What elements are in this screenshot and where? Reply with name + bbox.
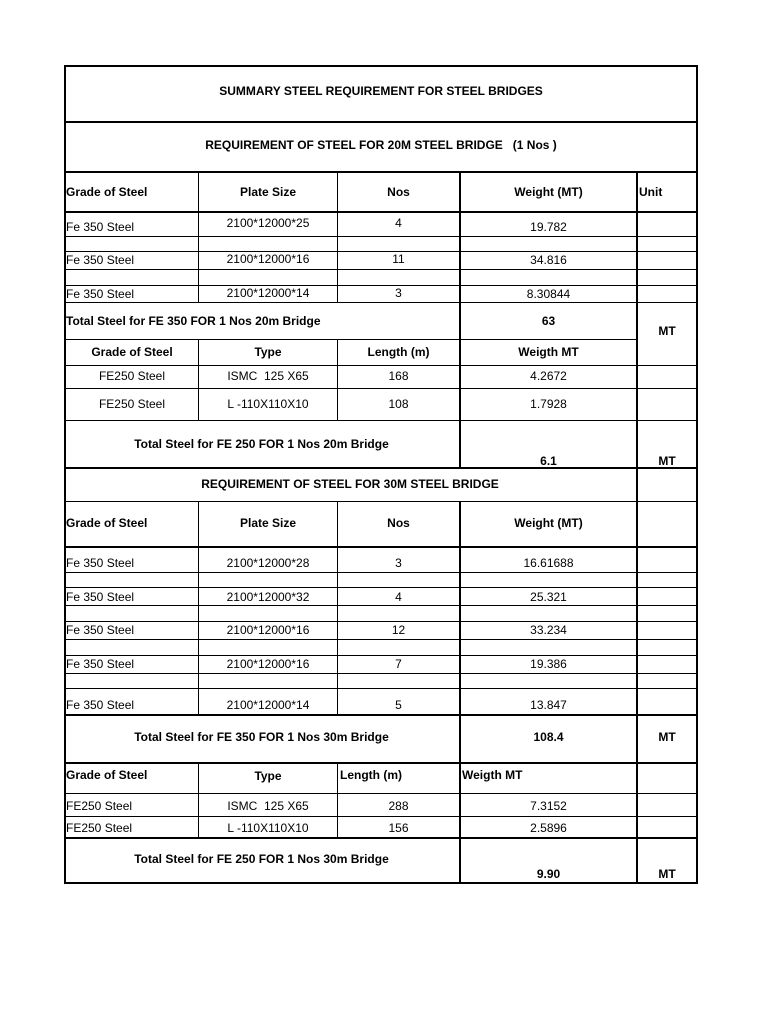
vline xyxy=(636,501,638,715)
plate-row-weight: 34.816 xyxy=(530,253,567,267)
hline xyxy=(64,688,698,689)
section-row-type: ISMC 125 X65 xyxy=(227,799,309,813)
plate-row-nos: 3 xyxy=(395,286,402,300)
vline xyxy=(198,501,199,715)
plate-row-grade: Fe 350 Steel xyxy=(66,220,135,234)
hline xyxy=(64,420,698,421)
plate-row-nos: 12 xyxy=(391,623,406,637)
header-weight: Weigth MT xyxy=(518,345,579,359)
hline xyxy=(64,673,698,674)
section-row-length: 108 xyxy=(388,397,409,411)
plate-row-grade: Fe 350 Steel xyxy=(66,657,135,671)
section-30m-heading: REQUIREMENT OF STEEL FOR 30M STEEL BRIDGE xyxy=(201,477,499,491)
header-type: Type xyxy=(254,345,282,359)
hline xyxy=(64,621,698,622)
hline xyxy=(64,302,698,303)
hline xyxy=(64,837,698,839)
header-weight: Weight (MT) xyxy=(514,516,583,530)
plate-row-weight: 25.321 xyxy=(530,590,567,604)
header-grade: Grade of Steel xyxy=(66,768,148,782)
section-row-grade: FE250 Steel xyxy=(66,821,133,835)
section-row-length: 168 xyxy=(388,369,409,383)
total-350-unit: MT xyxy=(658,324,676,338)
hline xyxy=(64,587,698,588)
total-250-unit: MT xyxy=(658,454,676,468)
section-row-length: 156 xyxy=(388,821,409,835)
total-250-unit: MT xyxy=(658,867,676,881)
total-350-value: 108.4 xyxy=(533,730,564,744)
hline xyxy=(64,236,698,237)
hline xyxy=(64,121,698,123)
hline xyxy=(64,171,698,173)
section-row-weight: 7.3152 xyxy=(530,799,567,813)
total-350-label: Total Steel for FE 350 FOR 1 Nos 20m Bridge xyxy=(66,314,321,328)
header-weight: Weigth MT xyxy=(462,768,523,782)
header-nos: Nos xyxy=(387,516,410,530)
section-row-type: ISMC 125 X65 xyxy=(227,369,309,383)
plate-row-nos: 7 xyxy=(395,657,402,671)
plate-row-grade: Fe 350 Steel xyxy=(66,287,135,301)
section-row-grade: FE250 Steel xyxy=(98,397,166,411)
border-bottom xyxy=(64,882,698,884)
hline xyxy=(64,639,698,640)
hline xyxy=(64,388,698,389)
total-250-value: 6.1 xyxy=(540,454,557,468)
total-350-value: 63 xyxy=(541,314,556,328)
hline xyxy=(64,714,698,716)
header-grade: Grade of Steel xyxy=(91,345,173,359)
section-20m-heading: REQUIREMENT OF STEEL FOR 20M STEEL BRIDGE (1 Nos ) xyxy=(205,138,557,152)
plate-row-size: 2100*12000*25 xyxy=(226,216,310,230)
section-row-weight: 1.7928 xyxy=(530,397,567,411)
vline xyxy=(636,171,638,303)
header-length: Length (m) xyxy=(367,345,430,359)
plate-row-grade: Fe 350 Steel xyxy=(66,590,135,604)
header-grade: Grade of Steel xyxy=(66,185,148,199)
plate-row-weight: 8.30844 xyxy=(526,287,571,301)
plate-row-nos: 4 xyxy=(395,590,402,604)
vline xyxy=(636,339,638,420)
header-plate-size: Plate Size xyxy=(239,516,297,530)
plate-row-nos: 3 xyxy=(395,556,402,570)
section-row-length: 288 xyxy=(388,799,409,813)
plate-row-grade: Fe 350 Steel xyxy=(66,253,135,267)
hline xyxy=(64,211,698,213)
plate-row-grade: Fe 350 Steel xyxy=(66,623,135,637)
hline xyxy=(64,365,698,366)
plate-row-grade: Fe 350 Steel xyxy=(66,698,135,712)
total-350-unit: MT xyxy=(658,730,676,744)
border-top xyxy=(64,65,698,67)
hline xyxy=(64,816,698,817)
plate-row-size: 2100*12000*28 xyxy=(226,556,310,570)
hline xyxy=(64,793,698,794)
section-row-weight: 2.5896 xyxy=(530,821,567,835)
header-plate-size: Plate Size xyxy=(239,185,297,199)
vline xyxy=(337,501,338,715)
section-row-type: L -110X110X10 xyxy=(227,821,309,835)
header-type: Type xyxy=(254,769,282,783)
plate-row-nos: 11 xyxy=(392,252,405,266)
plate-row-weight: 33.234 xyxy=(530,623,567,637)
hline xyxy=(64,546,698,548)
hline xyxy=(64,572,698,573)
total-250-value: 9.90 xyxy=(536,867,561,881)
plate-row-size: 2100*12000*16 xyxy=(226,252,310,266)
plate-row-size: 2100*12000*16 xyxy=(226,657,310,671)
plate-row-weight: 16.61688 xyxy=(523,556,574,570)
plate-row-size: 2100*12000*14 xyxy=(226,698,310,712)
plate-row-size: 2100*12000*14 xyxy=(226,286,310,300)
plate-row-nos: 4 xyxy=(395,216,402,230)
steel-summary-sheet xyxy=(64,65,698,884)
section-row-grade: FE250 Steel xyxy=(98,369,166,383)
plate-row-size: 2100*12000*32 xyxy=(226,590,310,604)
plate-row-grade: Fe 350 Steel xyxy=(66,556,135,570)
plate-row-weight: 19.782 xyxy=(530,220,567,234)
header-unit: Unit xyxy=(639,185,663,199)
section-row-grade: FE250 Steel xyxy=(66,799,133,813)
total-250-label: Total Steel for FE 250 FOR 1 Nos 30m Bridge xyxy=(134,852,389,866)
hline xyxy=(64,605,698,606)
sheet-title: SUMMARY STEEL REQUIREMENT FOR STEEL BRIDGES xyxy=(219,84,543,98)
header-nos: Nos xyxy=(387,185,410,199)
total-250-label: Total Steel for FE 250 FOR 1 Nos 20m Bridge xyxy=(134,437,389,451)
section-row-type: L -110X110X10 xyxy=(227,397,309,411)
vline xyxy=(459,501,461,715)
hline xyxy=(64,269,698,270)
section-row-weight: 4.2672 xyxy=(530,369,567,383)
total-350-label: Total Steel for FE 350 FOR 1 Nos 30m Bridge xyxy=(134,730,389,744)
header-weight: Weight (MT) xyxy=(514,185,583,199)
hline xyxy=(64,655,698,656)
plate-row-weight: 19.386 xyxy=(530,657,567,671)
header-length: Length (m) xyxy=(340,768,402,782)
vline xyxy=(636,762,638,838)
hline xyxy=(64,339,637,340)
plate-row-nos: 5 xyxy=(395,698,402,712)
plate-row-weight: 13.847 xyxy=(530,698,567,712)
hline xyxy=(64,501,698,502)
plate-row-size: 2100*12000*16 xyxy=(226,623,310,637)
header-grade: Grade of Steel xyxy=(66,516,148,530)
vline xyxy=(636,467,638,502)
hline xyxy=(64,762,698,764)
